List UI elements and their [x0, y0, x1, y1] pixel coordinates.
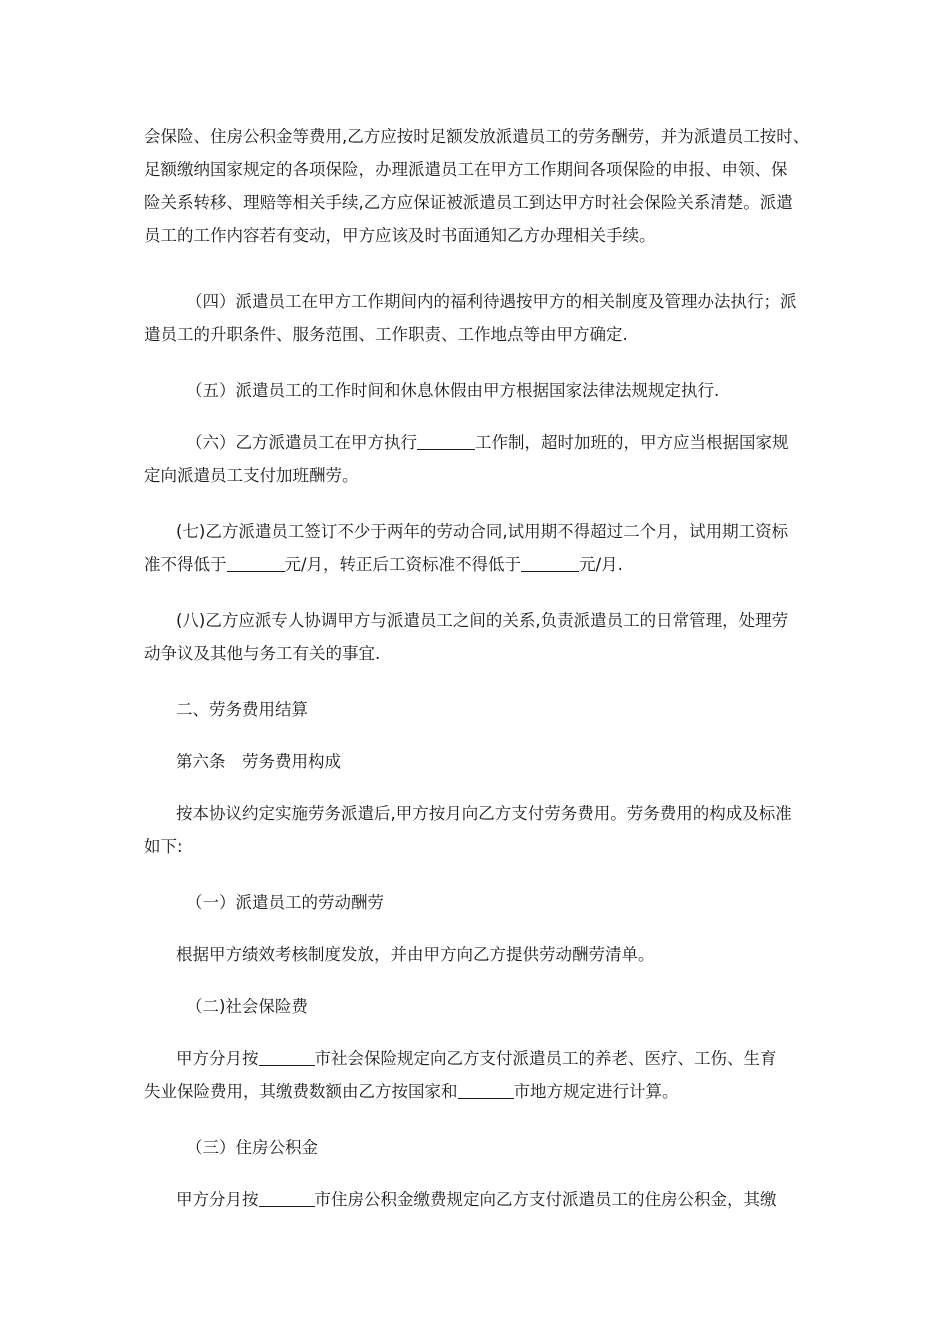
text-segment: 失业保险费用，其缴费数额由乙方按国家和 — [144, 1082, 458, 1101]
text-segment: 元/月. — [579, 555, 623, 574]
text-line: 会保险、住房公积金等费用,乙方应按时足额发放派遣员工的劳务酬劳，并为派遣员工按时、 — [144, 127, 810, 146]
text-segment: 市住房公积金缴费规定向乙方支付派遣员工的住房公积金，其缴 — [314, 1190, 777, 1209]
text-segment: 市地方规定进行计算。 — [513, 1082, 679, 1101]
text-line: 动争议及其他与务工有关的事宜. — [144, 644, 381, 663]
paragraph-fee-intro — [144, 797, 808, 863]
paragraph-item-8 — [144, 604, 808, 670]
fill-in-blank — [227, 553, 285, 572]
fill-in-blank — [259, 1188, 315, 1207]
fill-in-blank — [259, 1047, 315, 1066]
text-line: 根据甲方绩效考核制度发放，并由甲方向乙方提供劳动酬劳清单。 — [176, 945, 655, 964]
section-heading — [144, 693, 808, 726]
article-title: 第六条 劳务费用构成 — [176, 752, 341, 771]
paragraph-item-4 — [144, 285, 808, 351]
text-segment: 元/月，转正后工资标准不得低于 — [284, 555, 522, 574]
text-line — [144, 548, 808, 581]
paragraph-fee-2 — [144, 1042, 808, 1108]
text-line: 定向派遣员工支付加班酬劳。 — [144, 466, 359, 485]
text-line — [144, 1183, 808, 1216]
text-line: 按本协议约定实施劳务派遣后,甲方按月向乙方支付劳务费用。劳务费用的构成及标准 — [176, 804, 792, 823]
text-line — [144, 1042, 808, 1075]
text-line: (八)乙方应派专人协调甲方与派遣员工之间的关系,负责派遣员工的日常管理，处理劳 — [176, 611, 789, 630]
text-line: （五）派遣员工的工作时间和休息休假由甲方根据国家法律法规规定执行. — [186, 381, 720, 400]
text-line: 如下: — [144, 837, 183, 856]
text-line: 遣员工的升职条件、服务范围、工作职责、工作地点等由甲方确定. — [144, 325, 628, 344]
text-segment: （六）乙方派遣员工在甲方执行 — [186, 433, 417, 452]
text-line: 足额缴纳国家规定的各项保险，办理派遣员工在甲方工作期间各项保险的申报、申领、保 — [144, 160, 788, 179]
section-title: 二、劳务费用结算 — [176, 700, 308, 719]
fill-in-blank — [458, 1080, 514, 1099]
subheading-fee-2 — [144, 990, 808, 1023]
subheading-fee-1 — [144, 886, 808, 919]
fill-in-blank — [417, 431, 475, 450]
article-heading — [144, 745, 808, 778]
text-line — [144, 1075, 808, 1108]
text-segment: 市社会保险规定向乙方支付派遣员工的养老、医疗、工伤、生育 — [314, 1049, 777, 1068]
paragraph-social-insurance-duty — [144, 120, 808, 252]
subheading-fee-3 — [144, 1131, 808, 1164]
paragraph-fee-3 — [144, 1183, 808, 1216]
subheading-title: （三）住房公积金 — [186, 1138, 318, 1157]
text-line: 险关系转移、理赔等相关手续,乙方应保证被派遣员工到达甲方时社会保险关系清楚。派遣 — [144, 193, 793, 212]
text-segment: 准不得低于 — [144, 555, 227, 574]
text-segment: 甲方分月按 — [176, 1049, 259, 1068]
subheading-title: （二)社会保险费 — [186, 997, 308, 1016]
fill-in-blank — [521, 553, 579, 572]
text-segment: 工作制，超时加班的，甲方应当根据国家规 — [475, 433, 789, 452]
text-line: 员工的工作内容若有变动，甲方应该及时书面通知乙方办理相关手续。 — [144, 226, 656, 245]
paragraph-item-5 — [144, 374, 808, 407]
text-segment: 甲方分月按 — [176, 1190, 259, 1209]
text-line: (七)乙方派遣员工签订不少于两年的劳动合同,试用期不得超过二个月，试用期工资标 — [176, 522, 789, 541]
paragraph-fee-1 — [144, 938, 808, 971]
text-line: （四）派遣员工在甲方工作期间内的福利待遇按甲方的相关制度及管理办法执行；派 — [186, 292, 797, 311]
paragraph-item-6 — [144, 426, 808, 492]
subheading-title: （一）派遣员工的劳动酬劳 — [186, 893, 384, 912]
text-line — [144, 426, 808, 459]
paragraph-item-7 — [144, 515, 808, 581]
